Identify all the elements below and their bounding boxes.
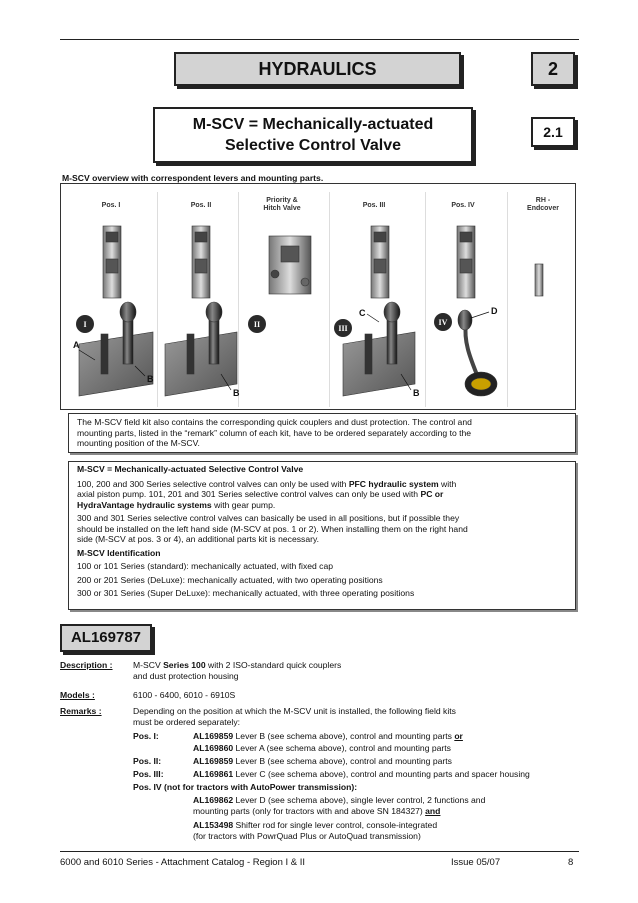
pos-i-label: Pos. I — [101, 202, 121, 209]
lever-plate-pos-iii — [343, 302, 415, 396]
pos4-kit-a: AL169862 Lever D (see schema above), single lever control, 2 functions and mounting parts (only for tractors with and above SN 184327) and — [193, 795, 486, 816]
remarks-intro: Depending on the position at which the M-SCV unit is installed, the following field kits must be ordered separately: — [133, 706, 456, 727]
footer-page-number: 8 — [568, 857, 574, 868]
callout-d: D — [491, 306, 498, 316]
callout-b: B — [147, 374, 154, 384]
pos4-heading: Pos. IV (not for tractors with AutoPower transmission): — [133, 782, 358, 792]
valve-block-pos-i — [103, 226, 121, 298]
callout-b: B — [233, 388, 240, 398]
pos-ii-label: Pos. II — [190, 202, 212, 209]
badge-i-text: I — [83, 320, 87, 329]
subsection-title-line1: M-SCV = Mechanically-actuated — [192, 116, 434, 133]
pos4-kit-b: AL153498 Shifter rod for single lever control, console-integrated (for tractors with PowrQuad Plus or AutoQuad transmission) — [193, 820, 438, 841]
scv-overview-figure — [60, 183, 576, 410]
badge-iii-text: III — [338, 324, 348, 333]
part-number-badge: AL169787 — [60, 624, 152, 652]
description-text: M-SCV Series 100 with 2 ISO-standard quick couplers and dust protection housing — [133, 660, 342, 681]
footer-catalog-title: 6000 and 6010 Series - Attachment Catalog - Region I & II — [60, 857, 306, 868]
subsection-title-line2: Selective Control Valve — [224, 137, 402, 154]
note-line2: mounting parts, listed in the “remark” column of each kit, have to be ordered separately according to the — [77, 427, 472, 438]
pos1-kit-b: AL169860 Lever A (see schema above), control and mounting parts — [193, 743, 451, 753]
section-title: HYDRAULICS — [174, 52, 461, 86]
badge-ii-text: II — [253, 320, 261, 329]
badge-iv-text: IV — [438, 318, 448, 327]
pos-iv-label: Pos. IV — [451, 202, 475, 209]
pos2-label: Pos. II: — [133, 756, 162, 766]
info-title: M-SCV = Mechanically-actuated Selective Control Valve — [77, 464, 304, 474]
lever-plate-pos-i — [79, 302, 153, 396]
pos2-kit: AL169859 Lever B (see schema above), control and mounting parts — [193, 756, 452, 766]
pos3-kit: AL169861 Lever C (see schema above), control and mounting parts and spacer housing — [193, 769, 530, 779]
models-label: Models : — [60, 690, 95, 700]
callout-c: C — [359, 308, 366, 318]
models-text: 6100 - 6400, 6010 - 6910S — [133, 690, 236, 700]
remarks-label: Remarks : — [60, 706, 102, 716]
ident-title: M-SCV Identification — [77, 547, 161, 558]
endcover-label-line1: RH - — [535, 197, 551, 204]
priority-valve — [269, 236, 311, 294]
note-line3: mounting position of the M-SCV. — [77, 438, 200, 448]
rh-endcover — [535, 264, 543, 296]
ident-2: 200 or 201 Series (DeLuxe): mechanically actuated, with two operating positions — [77, 574, 383, 585]
overview-caption: M-SCV overview with correspondent levers and mounting parts. — [62, 173, 324, 183]
mscv-info-box — [68, 461, 576, 610]
endcover-label-line2: Endcover — [527, 205, 559, 212]
field-kit-note — [68, 413, 576, 453]
description-label: Description : — [60, 660, 113, 670]
subsection-title — [153, 107, 473, 163]
priority-label-line2: Hitch Valve — [263, 205, 301, 212]
pos-iii-label: Pos. III — [362, 202, 386, 209]
callout-b: B — [413, 388, 420, 398]
valve-block-pos-iii — [371, 226, 389, 298]
ident-3: 300 or 301 Series (Super DeLuxe): mechanically actuated, with three operating positions — [77, 588, 415, 598]
info-paragraph-2: 300 and 301 Series selective control valves can basically be used in all positions, but if possible they should be installed on the left hand side (M-SCV at pos. 1 or 2). When installing them on the right hand side (M-SCV at pos. 3 or 4), an additional parts kit is necessary. — [77, 513, 468, 544]
pos1-label: Pos. I: — [133, 731, 159, 741]
valve-block-pos-ii — [192, 226, 210, 298]
pos1-kit-a: AL169859 Lever B (see schema above), control and mounting parts or — [193, 731, 463, 741]
top-rule — [60, 39, 579, 40]
scv-illustration — [61, 184, 575, 409]
pos3-label: Pos. III: — [133, 769, 164, 779]
lever-pos-iv — [458, 310, 497, 396]
info-paragraph-1: 100, 200 and 300 Series selective control valves can only be used with PFC hydraulic system with axial piston pump. 101, 201 and 301 Series selective control valves can only be used with PC or HydraVantage hydraulic systems with gear pump. — [77, 478, 457, 510]
footer-issue: Issue 05/07 — [451, 857, 501, 868]
callout-a: A — [73, 340, 80, 350]
ident-1: 100 or 101 Series (standard): mechanically actuated, with fixed cap — [77, 561, 334, 571]
section-number: 2 — [531, 52, 575, 86]
priority-label-line1: Priority & — [266, 197, 298, 204]
subsection-number: 2.1 — [531, 117, 575, 147]
note-line1: The M-SCV field kit also contains the corresponding quick couplers and dust protection. The control and — [77, 417, 472, 427]
valve-block-pos-iv — [457, 226, 475, 298]
footer-rule — [60, 851, 579, 852]
